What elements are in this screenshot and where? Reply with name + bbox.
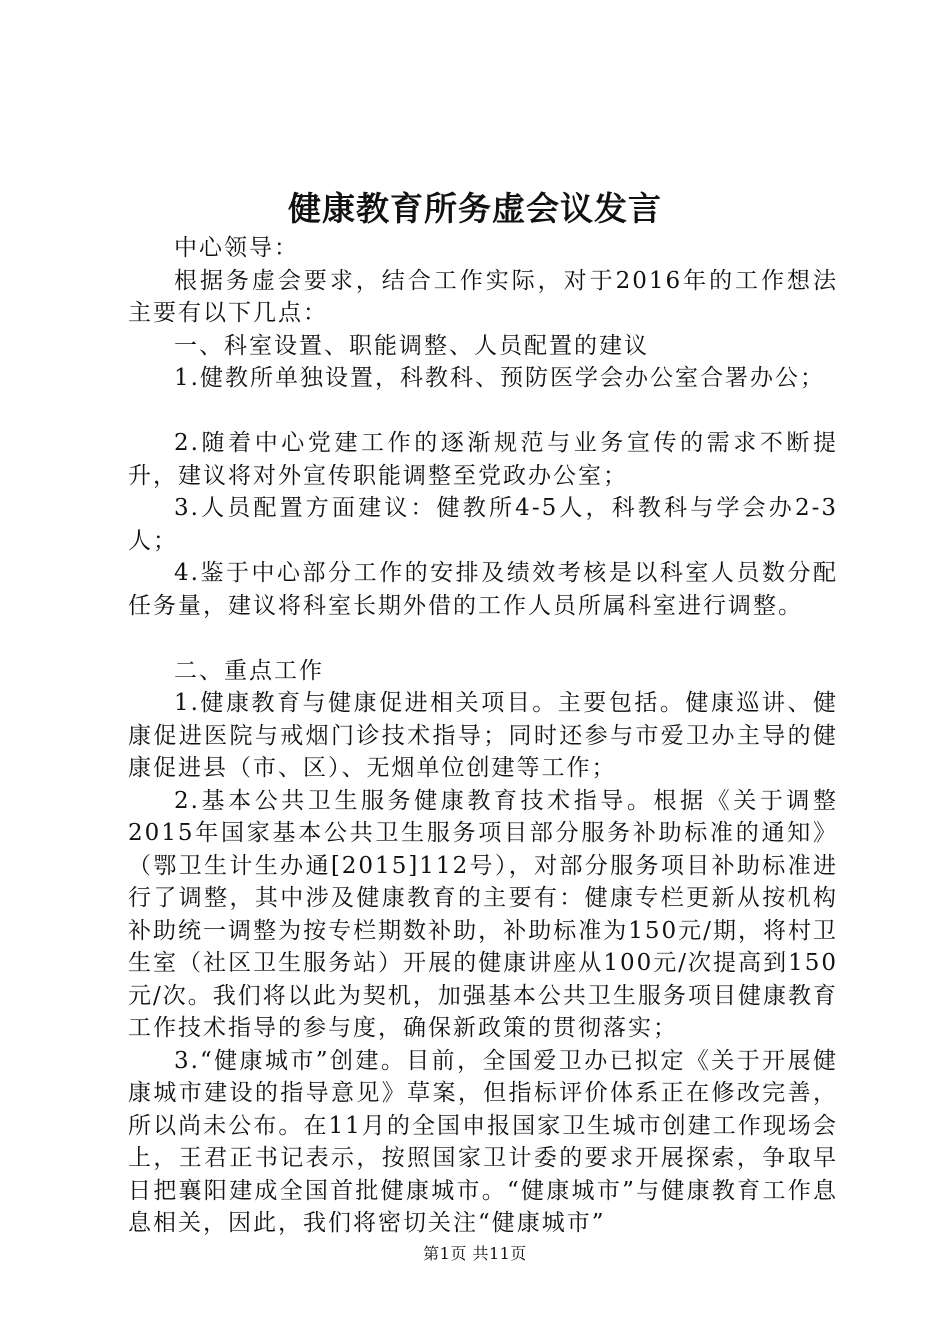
- document-body: [128, 232, 838, 1240]
- paragraph-item-1-2: 2.随着中心党建工作的逐渐规范与业务宣传的需求不断提升，建议将对外宣传职能调整至党政办公室；: [128, 430, 838, 489]
- section-heading-1: 一、科室设置、职能调整、人员配置的建议: [174, 332, 649, 359]
- paragraph-item-1-1: 1.健教所单独设置，科教科、预防医学会办公室合署办公；: [174, 365, 825, 391]
- paragraph-item-2-2: 2.基本公共卫生服务健康教育技术指导。根据《关于调整2015年国家基本公共卫生服务项目部分服务补助标准的通知》（鄂卫生计生办通[2015]112号），对部分服务项目补助标准进行了调整，其中涉及健康教育的主要有：健康专栏更新从按机构补助统一调整为按专栏期数补助，补助标准为150元/期，将村卫生室（社区卫生服务站）开展的健康讲座从100元/次提高到150元/次。我们将以此为契机，加强基本公共卫生服务项目健康教育工作技术指导的参与度，确保新政策的贯彻落实；: [128, 787, 838, 1041]
- section-heading-2: 二、重点工作: [174, 657, 324, 684]
- paragraph-item-1-4: 4.鉴于中心部分工作的安排及绩效考核是以科室人员数分配任务量，建议将科室长期外借的工作人员所属科室进行调整。: [128, 560, 838, 619]
- salutation: 中心领导：: [174, 235, 299, 261]
- page-footer: 第1页 共11页: [423, 1244, 527, 1263]
- paragraph-item-2-1: 1.健康教育与健康促进相关项目。主要包括。健康巡讲、健康促进医院与戒烟门诊技术指导；同时还参与市爱卫办主导的健康促进县（市、区）、无烟单位创建等工作；: [128, 690, 838, 781]
- paragraph-item-1-3: 3.人员配置方面建议：健教所4-5人，科教科与学会办2-3人；: [128, 495, 838, 554]
- document-title: 健康教育所务虚会议发言: [288, 189, 662, 228]
- paragraph-item-2-3: 3.“健康城市”创建。目前，全国爱卫办已拟定《关于开展健康城市建设的指导意见》草案，但指标评价体系正在修改完善，所以尚未公布。在11月的全国申报国家卫生城市创建工作现场会上，王君正书记表示，按照国家卫计委的要求开展探索，争取早日把襄阳建成全国首批健康城市。“健康城市”与健康教育工作息息相关，因此，我们将密切关注“健康城市”: [128, 1047, 838, 1236]
- intro-paragraph: 根据务虚会要求，结合工作实际，对于2016年的工作想法主要有以下几点：: [128, 267, 838, 326]
